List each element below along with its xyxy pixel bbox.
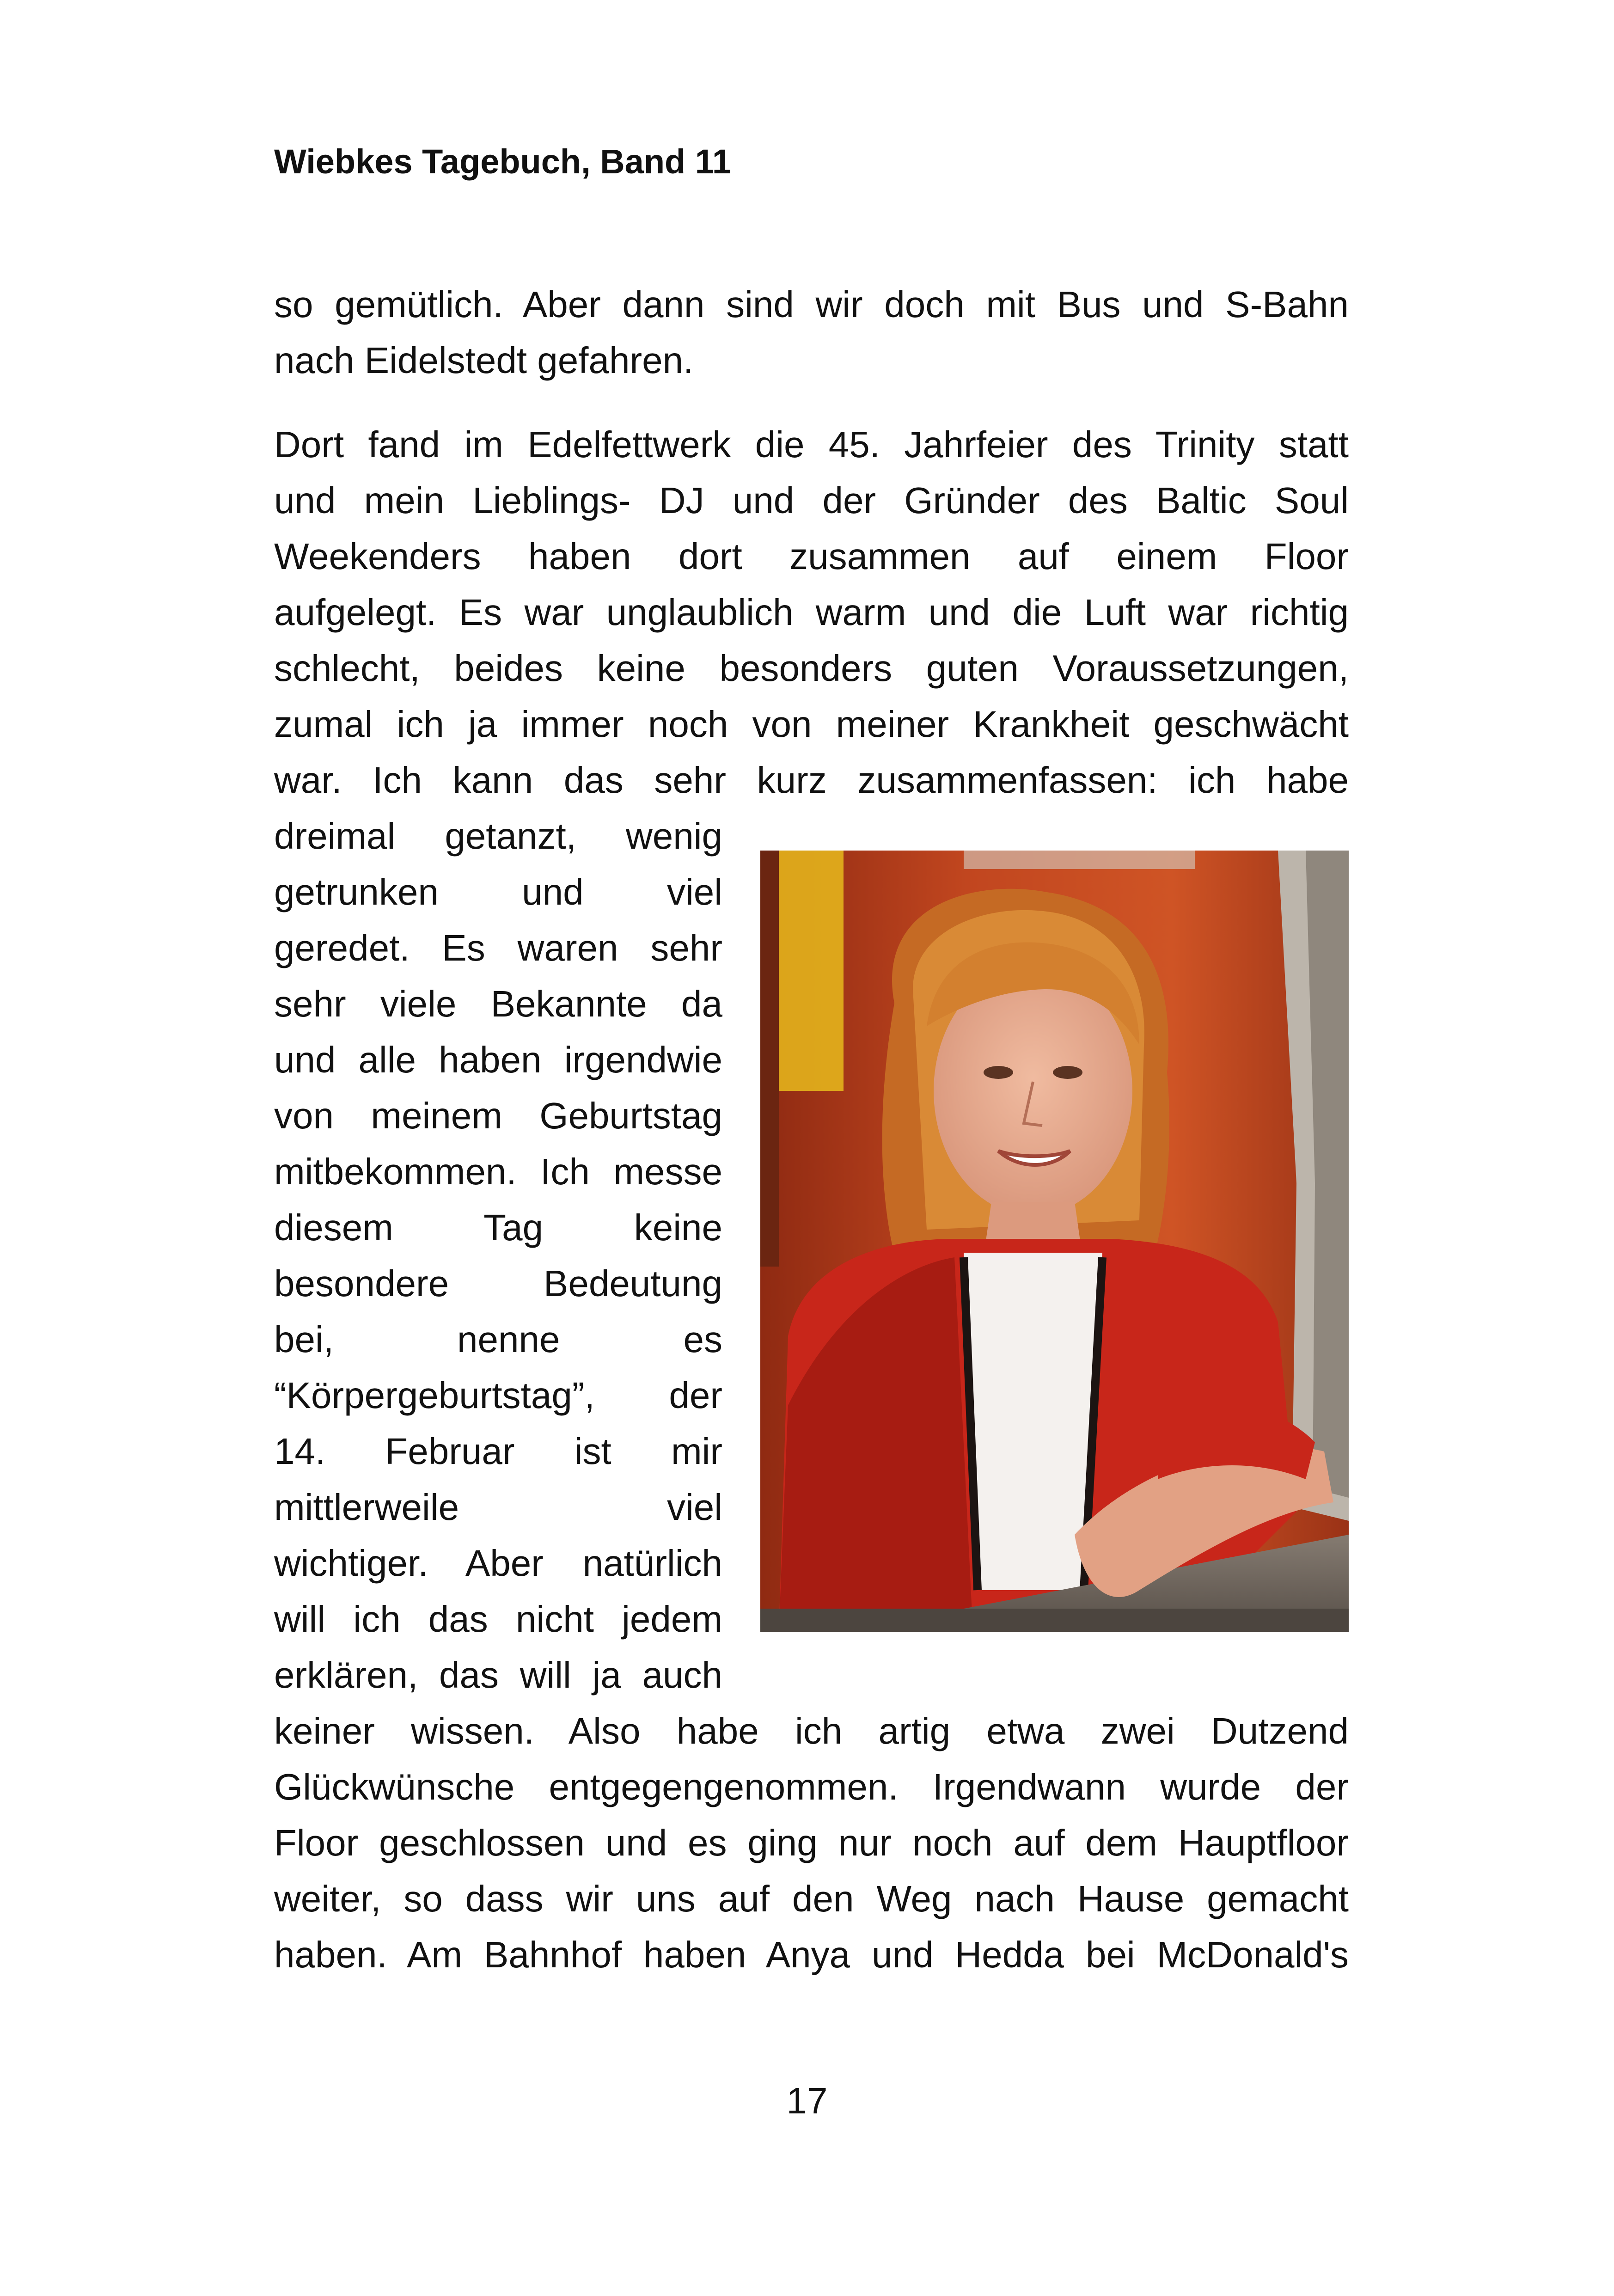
text-line: schlecht, beides keine besonders guten Voraussetzungen,: [274, 648, 1349, 689]
text-line: haben. Am Bahnhof haben Anya und Hedda bei McDonald's: [274, 1934, 1349, 1975]
text-line: erklären, das will ja auch: [274, 1654, 722, 1696]
text-line: weiter, so dass wir uns auf den Weg nach Hause gemacht: [274, 1878, 1349, 1919]
paragraph-2-wrapped: [274, 808, 722, 1703]
text-line: und alle haben irgendwie: [274, 1039, 722, 1080]
text-line: Dort fand im Edelfettwerk die 45. Jahrfeier des Trinity statt: [274, 424, 1349, 465]
text-line: sehr viele Bekannte da: [274, 983, 722, 1024]
text-line: bei, nenne es: [274, 1319, 722, 1360]
text-line: “Körpergeburtstag”, der: [274, 1375, 722, 1416]
paragraph-2-top: [274, 416, 1349, 808]
text-line: war. Ich kann das sehr kurz zusammenfassen: ich habe: [274, 759, 1349, 801]
text-line: keiner wissen. Also habe ich artig etwa zwei Dutzend: [274, 1710, 1349, 1751]
text-line: besondere Bedeutung: [274, 1263, 722, 1304]
text-line: geredet. Es waren sehr: [274, 927, 722, 968]
text-line: 14. Februar ist mir: [274, 1431, 722, 1472]
portrait-photo: [760, 851, 1349, 1632]
text-line: will ich das nicht jedem: [274, 1598, 722, 1640]
text-line: Glückwünsche entgegengenommen. Irgendwann wurde der: [274, 1766, 1349, 1807]
text-line: dreimal getanzt, wenig: [274, 815, 722, 857]
text-line: wichtiger. Aber natürlich: [274, 1543, 722, 1584]
text-line: und mein Lieblings- DJ und der Gründer des Baltic Soul: [274, 480, 1349, 521]
text-line: Floor geschlossen und es ging nur noch auf dem Hauptfloor: [274, 1822, 1349, 1863]
paragraph-2-bottom: [274, 1703, 1349, 1983]
paragraph-1: [274, 276, 1349, 388]
text-line: nach Eidelstedt gefahren.: [274, 340, 694, 381]
text-line: von meinem Geburtstag: [274, 1095, 722, 1136]
text-line: diesem Tag keine: [274, 1207, 722, 1248]
portrait-illustration: [760, 851, 1349, 1632]
text-line: aufgelegt. Es war unglaublich warm und die Luft war richtig: [274, 592, 1349, 633]
running-header: Wiebkes Tagebuch, Band 11: [274, 142, 732, 181]
text-line: so gemütlich. Aber dann sind wir doch mit Bus und S-Bahn: [274, 284, 1349, 325]
text-line: mittlerweile viel: [274, 1487, 722, 1528]
text-line: zumal ich ja immer noch von meiner Krankheit geschwächt: [274, 704, 1349, 745]
text-line: mitbekommen. Ich messe: [274, 1151, 722, 1192]
page-number: 17: [786, 2080, 828, 2121]
text-line: Weekenders haben dort zusammen auf einem Floor: [274, 536, 1349, 577]
text-line: getrunken und viel: [274, 871, 722, 912]
